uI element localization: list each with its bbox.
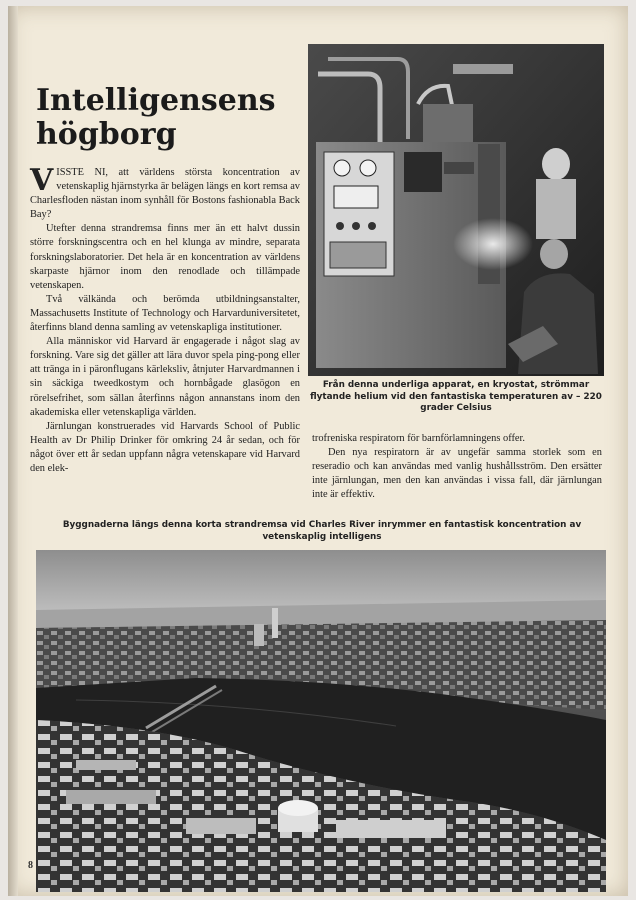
article-title (36, 84, 296, 152)
magazine-page (8, 6, 628, 896)
right-text-column (312, 432, 602, 502)
page-number: 8 (28, 860, 33, 871)
lead-text: ISSTE NI, att världens största koncentration av vetenskaplig hjärnstyrka är belägen längs en kort remsa av Charlesfloden nästan inom synhåll för Bostons fashionabla Back Bay? (30, 167, 300, 221)
cryostat-photo (308, 44, 604, 376)
paragraph-4: Alla människor vid Harvard är engagerade i något slag av forskning. Vare sig det gäller att lära duvor spela ping-pong eller att tränga in i päronflugans kärleksliv, åtnjuter Harvardmannen i sin säckiga tweedkostym och hornbågade glasögon en rörelsefrihet, som sällan återfinns någon annanstans inom den akademiska eller vetenskapliga världen. (30, 336, 300, 418)
paragraph-7: Den nya respiratorn är av ungefär samma storlek som en reseradio och kan användas med vanlig hushållsström. Den ersätter inte järnlungan, men den kan användas i vissa fall, där järnlungan inte är effektiv. (312, 447, 602, 501)
drop-cap: V (30, 163, 54, 198)
lead-paragraph (30, 163, 300, 222)
paragraph-5: Järnlungan konstruerades vid Harvards School of Public Health av Dr Philip Drinker för omkring 24 år sedan, och för något över ett år sedan uppfann några vetenskapare vid Harvard den elek- (30, 420, 300, 474)
paragraph-3: Två välkända och berömda utbildningsanstalter, Massachusetts Institute of Technology och Harvarduniversitetet, återfinns bland denna samling av vetenskapliga institutioner. (30, 293, 300, 334)
paragraph-2: Utefter denna strandremsa finns mer än ett halvt dussin större forskningscentra och en hel klunga av mindre, separata forskningslaboratorier. Det hela är en koncentration av världens skarpaste hjärnor inom den renodlade och tillämpade vetenskapen. (30, 223, 300, 291)
paragraph-6: trofreniska respiratorn för barnförlamningens offer. (312, 433, 526, 444)
aerial-caption: Byggnaderna längs denna korta strandremsa vid Charles River inrymmer en fantastisk koncentration av vetenskaplig intelligens (62, 520, 582, 542)
left-text-column (30, 163, 300, 476)
title-line-1: Intelligensens (36, 83, 276, 118)
aerial-photo (36, 550, 606, 892)
cryostat-caption: Från denna underliga apparat, en kryostat, strömmar flytande helium vid den fantastiska temperaturen av – 220 grader Celsius (310, 380, 602, 413)
page-binding-edge (8, 6, 18, 896)
title-line-2: högborg (36, 117, 177, 152)
